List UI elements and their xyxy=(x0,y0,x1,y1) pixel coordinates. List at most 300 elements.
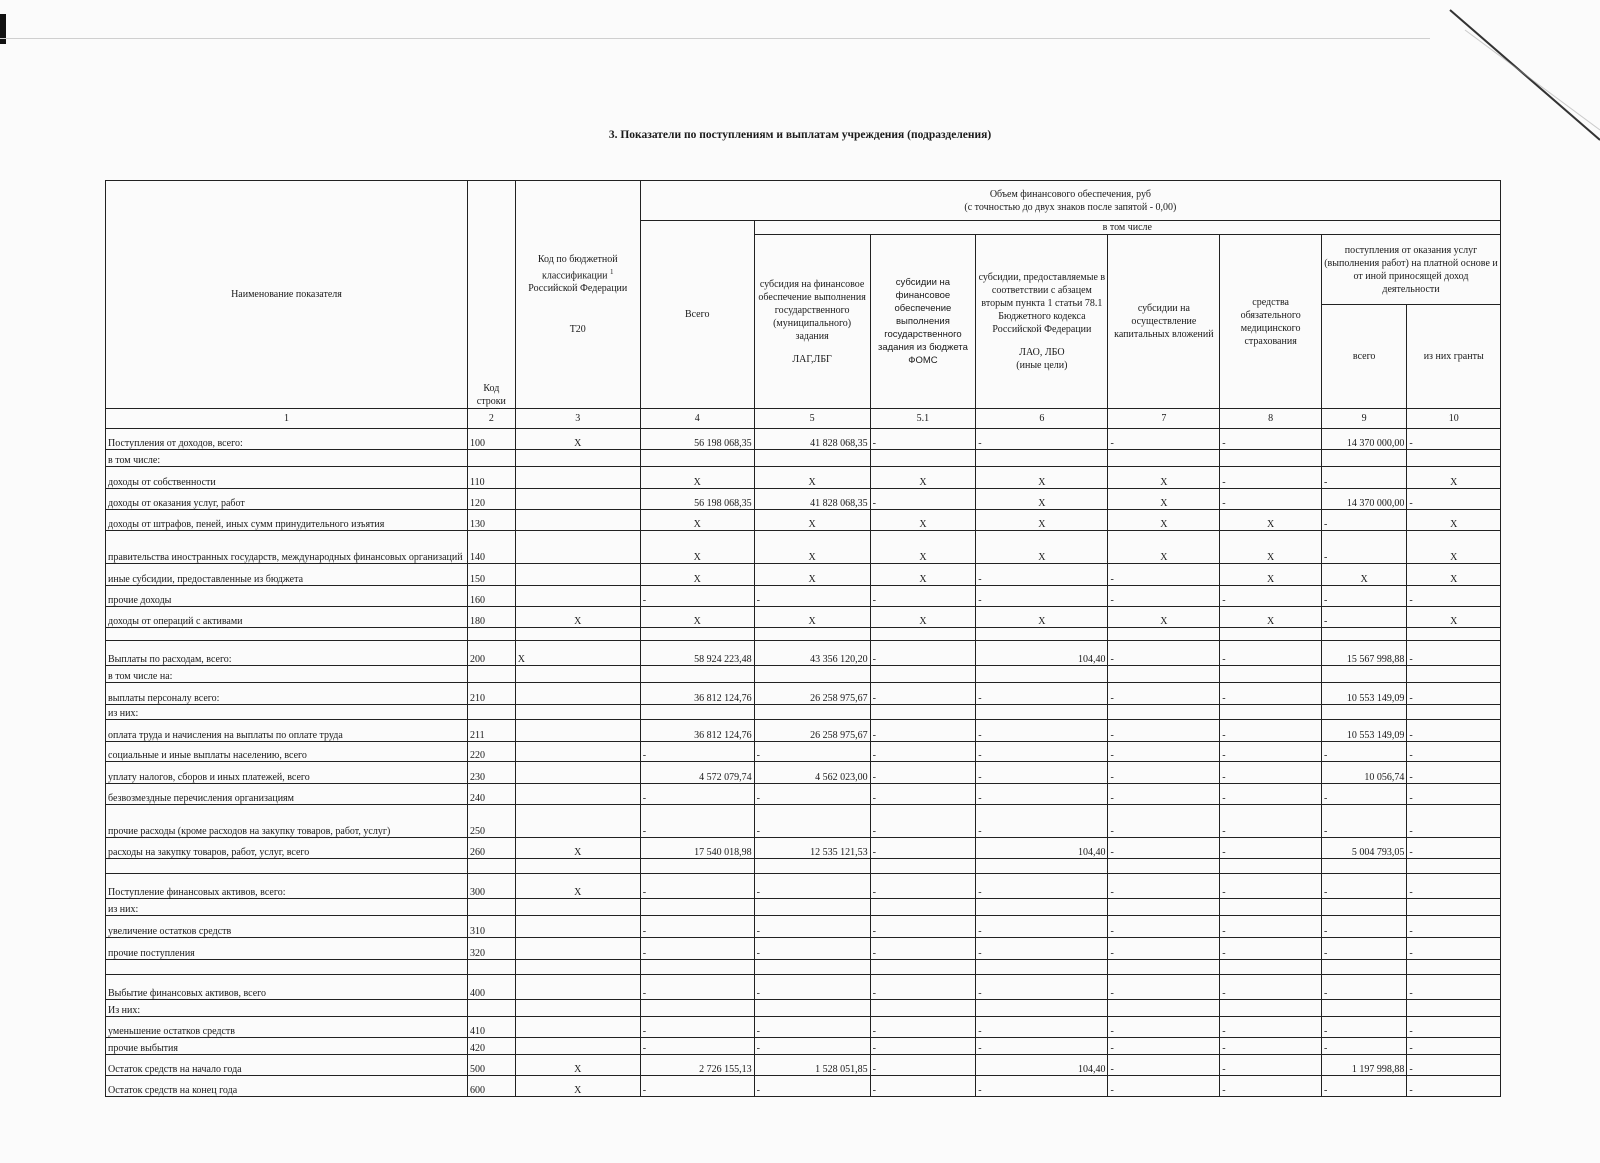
cell-value xyxy=(1321,859,1406,874)
table-row xyxy=(106,467,1501,489)
row-name: прочие выбытия xyxy=(106,1038,468,1055)
cell-value xyxy=(1407,666,1501,683)
cell-value: - xyxy=(1108,1017,1220,1038)
column-number: 2 xyxy=(467,409,515,429)
cell-value: X xyxy=(1220,531,1322,564)
cell-value: - xyxy=(640,874,754,899)
cell-value xyxy=(754,628,870,641)
cell-value: - xyxy=(870,916,976,938)
cell-value xyxy=(754,960,870,975)
cell-value: X xyxy=(1108,467,1220,489)
header-col6: субсидии, предоставляемые в соответствии с абзацем вторым пункта 1 статьи 78.1 Бюджетного кодекса Российской Федерации ЛАО, ЛБО (иные цели) xyxy=(976,235,1108,409)
cell-value: X xyxy=(976,531,1108,564)
row-name: выплаты персоналу всего: xyxy=(106,683,468,705)
cell-value: - xyxy=(1407,874,1501,899)
cell-value: - xyxy=(1220,1055,1322,1076)
cell-value: X xyxy=(1407,531,1501,564)
cell-value: - xyxy=(1108,784,1220,805)
cell-value: - xyxy=(870,805,976,838)
column-number: 5 xyxy=(754,409,870,429)
row-name: в том числе: xyxy=(106,450,468,467)
cell-value: 2 726 155,13 xyxy=(640,1055,754,1076)
row-code: 400 xyxy=(467,975,515,1000)
cell-value xyxy=(1220,705,1322,720)
column-number: 3 xyxy=(515,409,640,429)
cell-value: - xyxy=(640,784,754,805)
row-code: 600 xyxy=(467,1076,515,1097)
cell-value: X xyxy=(870,510,976,531)
cell-value xyxy=(1108,899,1220,916)
cell-value: - xyxy=(870,838,976,859)
cell-value xyxy=(515,586,640,607)
cell-value: - xyxy=(754,1017,870,1038)
row-code: 100 xyxy=(467,429,515,450)
cell-value: 14 370 000,00 xyxy=(1321,429,1406,450)
cell-value xyxy=(515,467,640,489)
column-number: 7 xyxy=(1108,409,1220,429)
cell-value: - xyxy=(1407,805,1501,838)
row-code: 500 xyxy=(467,1055,515,1076)
header-code-line: Код строки xyxy=(467,181,515,409)
column-number: 5.1 xyxy=(870,409,976,429)
cell-value xyxy=(976,1000,1108,1017)
header-volume: Объем финансового обеспечения, руб (с точностью до двух знаков после запятой - 0,00) xyxy=(640,181,1500,221)
cell-value: - xyxy=(870,720,976,742)
cell-value xyxy=(870,899,976,916)
row-code: 150 xyxy=(467,564,515,586)
cell-value xyxy=(640,859,754,874)
cell-value: - xyxy=(640,805,754,838)
cell-value: - xyxy=(754,874,870,899)
cell-value: X xyxy=(754,607,870,628)
cell-value: - xyxy=(870,586,976,607)
row-name: увеличение остатков средств xyxy=(106,916,468,938)
row-name: доходы от собственности xyxy=(106,467,468,489)
table-row xyxy=(106,564,1501,586)
cell-value: - xyxy=(1321,531,1406,564)
cell-value xyxy=(515,720,640,742)
cell-value xyxy=(754,899,870,916)
row-name: иные субсидии, предоставленные из бюджета xyxy=(106,564,468,586)
cell-value: - xyxy=(1108,720,1220,742)
row-code: 110 xyxy=(467,467,515,489)
cell-value xyxy=(1407,705,1501,720)
cell-value: - xyxy=(976,874,1108,899)
cell-value: 4 562 023,00 xyxy=(754,762,870,784)
row-name: правительства иностранных государств, международных финансовых организаций xyxy=(106,531,468,564)
cell-value: - xyxy=(870,784,976,805)
table-row xyxy=(106,641,1501,666)
cell-value xyxy=(1108,450,1220,467)
cell-value: X xyxy=(1108,531,1220,564)
cell-value xyxy=(1108,628,1220,641)
cell-value: X xyxy=(515,838,640,859)
cell-value: - xyxy=(1220,938,1322,960)
row-code xyxy=(467,666,515,683)
header-paid-grants: из них гранты xyxy=(1407,305,1501,409)
cell-value xyxy=(515,564,640,586)
table-row xyxy=(106,607,1501,628)
row-code: 230 xyxy=(467,762,515,784)
cell-value: 36 812 124,76 xyxy=(640,683,754,705)
cell-value: - xyxy=(754,742,870,762)
cell-value: - xyxy=(1407,742,1501,762)
cell-value xyxy=(1407,450,1501,467)
row-name: прочие доходы xyxy=(106,586,468,607)
cell-value: X xyxy=(1108,510,1220,531)
cell-value: X xyxy=(1407,510,1501,531)
cell-value: - xyxy=(1108,586,1220,607)
cell-value: - xyxy=(1220,641,1322,666)
cell-value xyxy=(1321,960,1406,975)
table-row xyxy=(106,784,1501,805)
cell-value: - xyxy=(1220,1038,1322,1055)
table-row xyxy=(106,489,1501,510)
cell-value: - xyxy=(754,805,870,838)
cell-value: X xyxy=(640,467,754,489)
cell-value: - xyxy=(1321,510,1406,531)
cell-value: 104,40 xyxy=(976,1055,1108,1076)
cell-value xyxy=(640,705,754,720)
cell-value: X xyxy=(870,564,976,586)
cell-value xyxy=(1108,666,1220,683)
cell-value: - xyxy=(1220,720,1322,742)
cell-value xyxy=(515,1000,640,1017)
cell-value: 58 924 223,48 xyxy=(640,641,754,666)
cell-value: X xyxy=(515,874,640,899)
cell-value: - xyxy=(1321,467,1406,489)
cell-value xyxy=(515,960,640,975)
cell-value xyxy=(976,666,1108,683)
row-code: 130 xyxy=(467,510,515,531)
row-code: 410 xyxy=(467,1017,515,1038)
cell-value: X xyxy=(515,429,640,450)
table-row xyxy=(106,1076,1501,1097)
cell-value: X xyxy=(515,641,640,666)
cell-value: - xyxy=(1108,938,1220,960)
table-row xyxy=(106,938,1501,960)
cell-value xyxy=(870,859,976,874)
cell-value xyxy=(1321,450,1406,467)
cell-value xyxy=(640,1000,754,1017)
cell-value xyxy=(1321,899,1406,916)
cell-value xyxy=(870,450,976,467)
row-code: 260 xyxy=(467,838,515,859)
cell-value xyxy=(870,628,976,641)
cell-value xyxy=(976,450,1108,467)
cell-value: 41 828 068,35 xyxy=(754,489,870,510)
header-including: в том числе xyxy=(754,221,1500,235)
row-code: 420 xyxy=(467,1038,515,1055)
cell-value: - xyxy=(1108,805,1220,838)
cell-value: - xyxy=(1321,1038,1406,1055)
cell-value: - xyxy=(1108,1038,1220,1055)
cell-value: - xyxy=(1108,874,1220,899)
cell-value: 12 535 121,53 xyxy=(754,838,870,859)
cell-value xyxy=(515,628,640,641)
table-row xyxy=(106,531,1501,564)
cell-value: 41 828 068,35 xyxy=(754,429,870,450)
cell-value xyxy=(515,899,640,916)
cell-value xyxy=(870,960,976,975)
cell-value: - xyxy=(754,916,870,938)
cell-value xyxy=(976,628,1108,641)
cell-value: - xyxy=(1321,874,1406,899)
cell-value xyxy=(1220,450,1322,467)
row-name: доходы от штрафов, пеней, иных сумм принудительного изъятия xyxy=(106,510,468,531)
column-number: 8 xyxy=(1220,409,1322,429)
cell-value: - xyxy=(1321,784,1406,805)
cell-value: X xyxy=(754,564,870,586)
cell-value: X xyxy=(1407,467,1501,489)
column-number: 9 xyxy=(1321,409,1406,429)
header-kbk: Код по бюджетной классификации $^1$ Российской Федерации Т20 xyxy=(515,181,640,409)
cell-value: X xyxy=(640,607,754,628)
table-row xyxy=(106,916,1501,938)
cell-value: - xyxy=(976,1017,1108,1038)
cell-value: 4 572 079,74 xyxy=(640,762,754,784)
row-name: Из них: xyxy=(106,1000,468,1017)
scan-edge-line xyxy=(0,38,1430,39)
cell-value xyxy=(1220,628,1322,641)
cell-value: - xyxy=(1407,1055,1501,1076)
cell-value: - xyxy=(870,938,976,960)
cell-value xyxy=(1108,705,1220,720)
cell-value: - xyxy=(754,975,870,1000)
cell-value: - xyxy=(1220,975,1322,1000)
table-row xyxy=(106,1038,1501,1055)
cell-value: 1 528 051,85 xyxy=(754,1055,870,1076)
row-code: 120 xyxy=(467,489,515,510)
cell-value xyxy=(754,450,870,467)
row-code: 300 xyxy=(467,874,515,899)
cell-value: - xyxy=(870,1017,976,1038)
row-code xyxy=(467,628,515,641)
cell-value xyxy=(1321,628,1406,641)
cell-value xyxy=(515,705,640,720)
cell-value xyxy=(640,628,754,641)
cell-value: - xyxy=(1220,784,1322,805)
cell-value: - xyxy=(870,1076,976,1097)
cell-value: - xyxy=(1407,784,1501,805)
cell-value: - xyxy=(1321,1017,1406,1038)
cell-value xyxy=(1407,628,1501,641)
cell-value: 26 258 975,67 xyxy=(754,683,870,705)
cell-value xyxy=(976,859,1108,874)
row-name: уплату налогов, сборов и иных платежей, всего xyxy=(106,762,468,784)
cell-value xyxy=(1108,1000,1220,1017)
cell-value xyxy=(1220,960,1322,975)
cell-value xyxy=(754,666,870,683)
header-col8: средства обязательного медицинского страхования xyxy=(1220,235,1322,409)
cell-value: - xyxy=(1407,683,1501,705)
cell-value: - xyxy=(1108,683,1220,705)
row-name: социальные и иные выплаты населению, всего xyxy=(106,742,468,762)
header-col5: субсидия на финансовое обеспечение выполнения государственного (муниципального) задания ЛАГ,ЛБГ xyxy=(754,235,870,409)
cell-value: X xyxy=(515,607,640,628)
row-name: расходы на закупку товаров, работ, услуг, всего xyxy=(106,838,468,859)
cell-value: - xyxy=(640,938,754,960)
cell-value: - xyxy=(976,564,1108,586)
cell-value: - xyxy=(754,938,870,960)
table-row xyxy=(106,450,1501,467)
cell-value: - xyxy=(870,1055,976,1076)
cell-value: X xyxy=(870,607,976,628)
cell-value: X xyxy=(1220,510,1322,531)
row-code: 140 xyxy=(467,531,515,564)
cell-value: - xyxy=(1220,742,1322,762)
row-name: Выбытие финансовых активов, всего xyxy=(106,975,468,1000)
row-code: 211 xyxy=(467,720,515,742)
table-row xyxy=(106,874,1501,899)
cell-value: - xyxy=(870,683,976,705)
cell-value xyxy=(515,683,640,705)
row-code: 180 xyxy=(467,607,515,628)
cell-value xyxy=(1220,859,1322,874)
cell-value: - xyxy=(1108,641,1220,666)
table-row xyxy=(106,975,1501,1000)
cell-value: - xyxy=(1220,683,1322,705)
cell-value xyxy=(515,859,640,874)
cell-value xyxy=(1407,960,1501,975)
cell-value: 43 356 120,20 xyxy=(754,641,870,666)
row-code: 250 xyxy=(467,805,515,838)
cell-value xyxy=(1220,1000,1322,1017)
table-row xyxy=(106,838,1501,859)
row-name: Остаток средств на конец года xyxy=(106,1076,468,1097)
cell-value xyxy=(515,510,640,531)
cell-value xyxy=(640,960,754,975)
table-row xyxy=(106,628,1501,641)
cell-value: X xyxy=(870,531,976,564)
table-row xyxy=(106,742,1501,762)
cell-value: - xyxy=(870,489,976,510)
header-paid: поступления от оказания услуг (выполнения работ) на платной основе и от иной приносящей доход деятельности xyxy=(1321,235,1500,305)
cell-value: X xyxy=(640,510,754,531)
header-total: Всего xyxy=(640,221,754,409)
cell-value: - xyxy=(976,720,1108,742)
row-name: Остаток средств на начало года xyxy=(106,1055,468,1076)
row-code xyxy=(467,1000,515,1017)
row-name: прочие расходы (кроме расходов на закупку товаров, работ, услуг) xyxy=(106,805,468,838)
cell-value: - xyxy=(1108,564,1220,586)
cell-value: X xyxy=(1108,489,1220,510)
row-name: доходы от оказания услуг, работ xyxy=(106,489,468,510)
scan-corner-shadow xyxy=(1440,0,1600,150)
cell-value xyxy=(515,762,640,784)
row-name xyxy=(106,960,468,975)
cell-value: - xyxy=(1220,586,1322,607)
cell-value: - xyxy=(1220,1076,1322,1097)
cell-value: - xyxy=(1108,762,1220,784)
cell-value: - xyxy=(870,429,976,450)
cell-value: X xyxy=(754,531,870,564)
table-row xyxy=(106,586,1501,607)
cell-value: 17 540 018,98 xyxy=(640,838,754,859)
cell-value: - xyxy=(976,1076,1108,1097)
cell-value: - xyxy=(1108,742,1220,762)
row-name: оплата труда и начисления на выплаты по оплате труда xyxy=(106,720,468,742)
table-row xyxy=(106,1055,1501,1076)
cell-value xyxy=(1108,859,1220,874)
cell-value: - xyxy=(976,762,1108,784)
cell-value: - xyxy=(640,1017,754,1038)
column-numbers-row xyxy=(106,409,1501,429)
cell-value: - xyxy=(1108,1055,1220,1076)
row-name: в том числе на: xyxy=(106,666,468,683)
cell-value: X xyxy=(976,510,1108,531)
cell-value xyxy=(1108,960,1220,975)
cell-value: - xyxy=(1321,938,1406,960)
row-name: Поступления от доходов, всего: xyxy=(106,429,468,450)
cell-value: - xyxy=(1220,1017,1322,1038)
cell-value: - xyxy=(640,916,754,938)
cell-value: - xyxy=(870,975,976,1000)
cell-value xyxy=(754,859,870,874)
cell-value xyxy=(640,666,754,683)
cell-value: - xyxy=(976,1038,1108,1055)
cell-value: X xyxy=(1407,607,1501,628)
cell-value xyxy=(515,1038,640,1055)
cell-value: - xyxy=(976,916,1108,938)
cell-value: X xyxy=(976,489,1108,510)
table-row xyxy=(106,429,1501,450)
cell-value: 10 056,74 xyxy=(1321,762,1406,784)
cell-value: - xyxy=(1407,762,1501,784)
cell-value xyxy=(515,666,640,683)
cell-value: - xyxy=(1407,1076,1501,1097)
cell-value: - xyxy=(1108,1076,1220,1097)
scan-edge-mark xyxy=(0,14,6,44)
cell-value: 5 004 793,05 xyxy=(1321,838,1406,859)
page-title: 3. Показатели по поступлениям и выплатам учреждения (подразделения) xyxy=(608,129,992,141)
cell-value: - xyxy=(1321,805,1406,838)
row-name: из них: xyxy=(106,705,468,720)
cell-value xyxy=(515,916,640,938)
cell-value: X xyxy=(640,564,754,586)
cell-value: 10 553 149,09 xyxy=(1321,683,1406,705)
cell-value: - xyxy=(976,805,1108,838)
table-row xyxy=(106,762,1501,784)
cell-value: - xyxy=(1407,429,1501,450)
cell-value xyxy=(870,705,976,720)
cell-value: - xyxy=(976,742,1108,762)
cell-value: - xyxy=(1108,429,1220,450)
table-row xyxy=(106,899,1501,916)
cell-value xyxy=(515,489,640,510)
cell-value: - xyxy=(754,1038,870,1055)
row-code xyxy=(467,859,515,874)
cell-value: - xyxy=(870,762,976,784)
table-body xyxy=(106,429,1501,1097)
cell-value: X xyxy=(976,467,1108,489)
cell-value: - xyxy=(976,975,1108,1000)
table-row xyxy=(106,1017,1501,1038)
cell-value: - xyxy=(1321,975,1406,1000)
row-name: доходы от операций с активами xyxy=(106,607,468,628)
cell-value: 56 198 068,35 xyxy=(640,489,754,510)
cell-value: X xyxy=(870,467,976,489)
row-code: 310 xyxy=(467,916,515,938)
finance-table xyxy=(105,180,1501,1097)
cell-value: - xyxy=(1321,742,1406,762)
column-number: 1 xyxy=(106,409,468,429)
cell-value: - xyxy=(1220,838,1322,859)
cell-value: - xyxy=(640,586,754,607)
column-number: 4 xyxy=(640,409,754,429)
table-row xyxy=(106,705,1501,720)
table-row xyxy=(106,859,1501,874)
